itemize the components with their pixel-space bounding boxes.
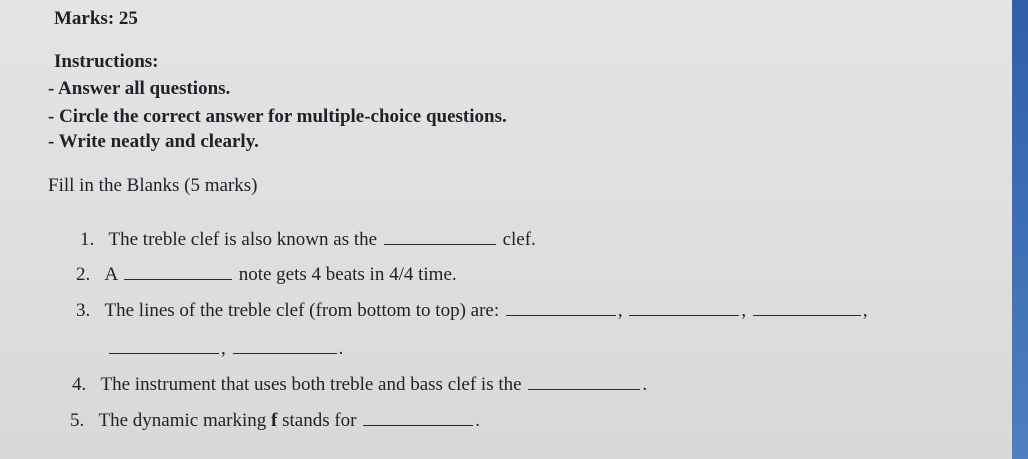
answer-blank[interactable] [506,298,616,316]
separator: , [221,338,226,359]
blue-background-edge [1012,0,1028,459]
instruction-item: - Write neatly and clearly. [48,131,259,152]
answer-blank[interactable] [528,372,640,390]
question-number: 1. [80,229,95,250]
separator: , [741,300,747,321]
question-number: 5. [70,410,85,431]
answer-blank[interactable] [233,336,337,354]
question-text: note gets 4 beats in 4/4 time. [238,264,457,285]
question-3-continued [107,336,343,360]
question-text: A [104,264,118,285]
question-text: The lines of the treble clef (from bottom to top) are: [104,300,500,321]
instructions-title: Instructions: [54,51,159,72]
end-mark: . [642,374,648,395]
question-text: The instrument that uses both treble and bass clef is the [100,374,522,395]
question-2 [76,262,457,286]
instruction-item: - Circle the correct answer for multiple-choice questions. [48,106,507,127]
question-text: clef. [502,229,536,250]
question-number: 2. [76,264,91,285]
section-title: Fill in the Blanks (5 marks) [48,175,258,196]
question-number: 4. [72,374,87,395]
question-3 [76,298,868,322]
question-1 [80,227,536,251]
marks-label: Marks: 25 [54,8,138,29]
separator: , [862,300,868,321]
question-text: stands for [282,410,357,431]
end-mark: . [338,338,344,359]
question-5 [70,408,480,432]
separator: , [617,300,623,321]
question-text: The dynamic marking [98,410,267,431]
question-4 [72,372,647,396]
answer-blank[interactable] [363,408,473,426]
end-mark: . [475,410,481,431]
answer-blank[interactable] [384,227,496,245]
answer-blank[interactable] [109,336,219,354]
question-number: 3. [76,300,91,321]
answer-blank[interactable] [629,298,739,316]
answer-blank[interactable] [753,298,861,316]
dynamic-marking-f: f [271,410,278,431]
question-text: The treble clef is also known as the [108,229,378,250]
answer-blank[interactable] [124,262,232,280]
instruction-item: - Answer all questions. [48,78,231,99]
